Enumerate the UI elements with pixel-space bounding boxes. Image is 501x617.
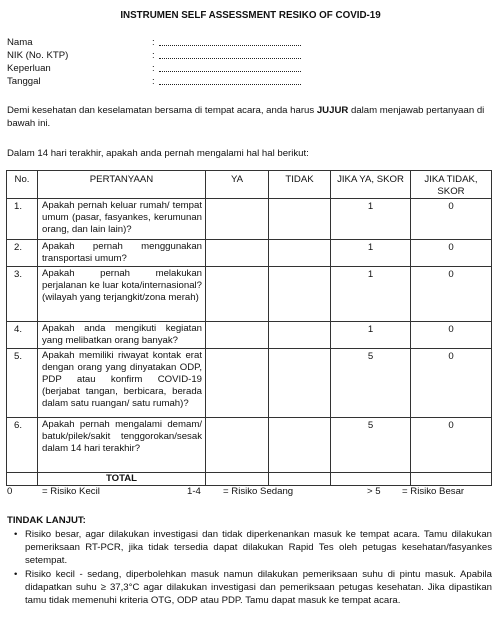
header-no: No.: [7, 171, 38, 199]
intro-emphasis: JUJUR: [316, 105, 349, 116]
score-no: 0: [411, 240, 492, 267]
answer-no-cell[interactable]: [269, 349, 331, 418]
row-number: 2.: [7, 240, 38, 267]
table-row: [7, 418, 492, 473]
followup-title: TINDAK LANJUT:: [7, 515, 86, 526]
row-question: Apakah pernah mengalami demam/ batuk/pilek/sakit tenggorokan/sesak dalam 14 hari terakhir?: [38, 418, 206, 473]
score-no: 0: [411, 322, 492, 349]
score-no: 0: [411, 349, 492, 418]
legend-mid-label: = Risiko Sedang: [223, 486, 294, 497]
score-yes: 1: [331, 267, 411, 322]
header-yes: YA: [206, 171, 269, 199]
bullet-icon: •: [14, 569, 18, 580]
answer-yes-cell[interactable]: [206, 349, 269, 418]
row-number: 1.: [7, 199, 38, 240]
field-label: Tanggal: [7, 76, 41, 87]
followup-text: Risiko kecil - sedang, diperbolehkan masuk namun dilakukan pemeriksaan suhu di pintu masuk. Apabila didapatkan suhu ≥ 37,3°C agar dilakukan investigasi dan pemeriksaan petugas kesehatan. Jika dipastikan tamu tidak memenuhi kriteria OTG, ODP atau PDP. Tamu dapat masuk ke tempat acara.: [25, 569, 492, 606]
header-no-answer: TIDAK: [269, 171, 331, 199]
answer-yes-cell[interactable]: [206, 267, 269, 322]
score-yes: 1: [331, 199, 411, 240]
score-yes: 5: [331, 349, 411, 418]
row-number: 3.: [7, 267, 38, 322]
score-no: 0: [411, 418, 492, 473]
total-label: TOTAL: [38, 473, 206, 486]
answer-no-cell[interactable]: [269, 199, 331, 240]
row-question: Apakah pernah menggunakan transportasi umum?: [38, 240, 206, 267]
legend-low-value: 0: [7, 486, 13, 497]
score-no: 0: [411, 267, 492, 322]
table-row: [7, 199, 492, 240]
field-fill-line[interactable]: [159, 58, 301, 59]
row-number: 6.: [7, 418, 38, 473]
table-row: [7, 322, 492, 349]
table-header-row: [7, 171, 492, 199]
followup-item: [14, 528, 492, 567]
answer-no-cell[interactable]: [269, 240, 331, 267]
total-score-no-cell[interactable]: [411, 473, 492, 486]
answer-no-cell[interactable]: [269, 322, 331, 349]
header-score-yes: JIKA YA, SKOR: [331, 171, 411, 199]
field-colon: :: [152, 76, 155, 87]
row-question: Apakah pernah melakukan perjalanan ke luar kota/internasional? (wilayah yang terjangkit/zona merah): [38, 267, 206, 322]
assessment-table: [6, 170, 492, 486]
legend-low-label: = Risiko Kecil: [42, 486, 100, 497]
score-yes: 5: [331, 418, 411, 473]
score-yes: 1: [331, 240, 411, 267]
intro-paragraph: [7, 104, 493, 130]
lead-sentence: Dalam 14 hari terakhir, apakah anda pernah mengalami hal hal berikut:: [7, 148, 309, 159]
row-number: 4.: [7, 322, 38, 349]
header-question: PERTANYAAN: [38, 171, 206, 199]
followup-item: [14, 568, 492, 607]
legend-high-value: > 5: [367, 486, 381, 497]
field-colon: :: [152, 37, 155, 48]
total-no-cell[interactable]: [269, 473, 331, 486]
total-yes-cell[interactable]: [206, 473, 269, 486]
field-label: Keperluan: [7, 63, 51, 74]
total-row: [7, 473, 492, 486]
field-colon: :: [152, 50, 155, 61]
answer-yes-cell[interactable]: [206, 418, 269, 473]
answer-yes-cell[interactable]: [206, 322, 269, 349]
field-fill-line[interactable]: [159, 71, 301, 72]
field-fill-line[interactable]: [159, 45, 301, 46]
legend-high-label: = Risiko Besar: [402, 486, 465, 497]
table-row: [7, 267, 492, 322]
row-question: Apakah anda mengikuti kegiatan yang melibatkan orang banyak?: [38, 322, 206, 349]
answer-no-cell[interactable]: [269, 418, 331, 473]
answer-yes-cell[interactable]: [206, 199, 269, 240]
intro-text: Demi kesehatan dan keselamatan bersama di tempat acara, anda harus: [7, 105, 317, 116]
legend-mid-value: 1-4: [187, 486, 201, 497]
field-label: Nama: [7, 37, 33, 48]
table-row: [7, 240, 492, 267]
row-question: Apakah memiliki riwayat kontak erat dengan orang yang dinyatakan ODP, PDP atau konfirm COVID-19 (berjabat tangan, berbicara, berada dalam satu ruangan/ satu rumah)?: [38, 349, 206, 418]
score-no: 0: [411, 199, 492, 240]
total-spacer: [7, 473, 38, 486]
field-colon: :: [152, 63, 155, 74]
total-score-yes-cell[interactable]: [331, 473, 411, 486]
intro-text-end: dalam menjawab pertanyaan di bawah ini.: [7, 105, 485, 129]
score-yes: 1: [331, 322, 411, 349]
table-row: [7, 349, 492, 418]
field-fill-line[interactable]: [159, 84, 301, 85]
answer-no-cell[interactable]: [269, 267, 331, 322]
row-question: Apakah pernah keluar rumah/ tempat umum (pasar, fasyankes, kerumunan orang, dan lain lain)?: [38, 199, 206, 240]
bullet-icon: •: [14, 529, 18, 540]
document-title: INSTRUMEN SELF ASSESSMENT RESIKO OF COVID-19: [120, 10, 381, 21]
followup-text: Risiko besar, agar dilakukan investigasi dan tidak diperkenankan masuk ke tempat acara. Tamu dilakukan pemeriksaan RT-PCR, jika tidak tersedia dapat dilakukan Rapid Tes oleh petugas kesehatan/fasyankes setempat.: [25, 529, 492, 566]
row-number: 5.: [7, 349, 38, 418]
answer-yes-cell[interactable]: [206, 240, 269, 267]
header-score-no: JIKA TIDAK, SKOR: [411, 171, 492, 199]
field-label: NIK (No. KTP): [7, 50, 69, 61]
